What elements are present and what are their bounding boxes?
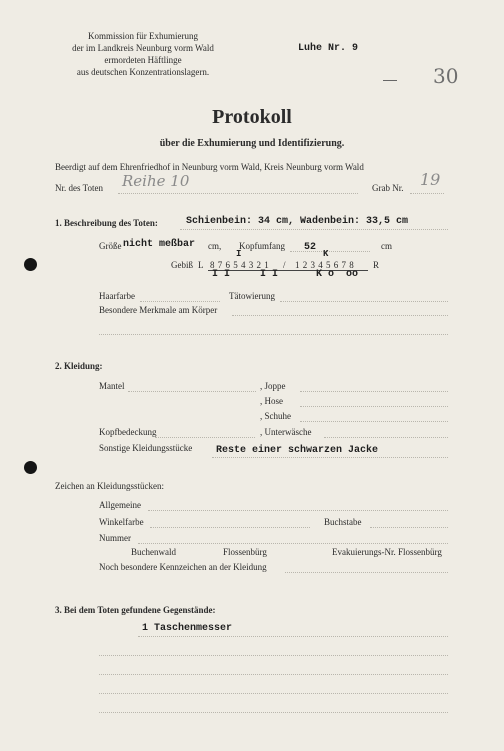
teeth-label: Gebiß <box>171 260 193 270</box>
evacuation-label: Evakuierungs-Nr. Flossenbürg <box>332 547 442 557</box>
general-label: Allgemeine <box>99 500 141 510</box>
found-item: 1 Taschenmesser <box>142 623 233 634</box>
grave-no-label: Grab Nr. <box>372 183 404 193</box>
head-value: 52 <box>304 242 317 253</box>
teeth-left: L <box>198 260 204 270</box>
size-label: Größe <box>99 241 122 251</box>
teeth-marks-right: K o oo <box>316 269 359 280</box>
typed-description: Schienbein: 34 cm, Wadenbein: 33,5 cm <box>186 216 409 227</box>
page-number: 30 <box>433 64 459 88</box>
number-label: Nummer <box>99 533 131 543</box>
teeth-numbers-left: 8 7 6 5 4 3 2 1 <box>210 260 270 270</box>
teeth-numbers-right: 1 2 3 4 5 6 7 8 <box>295 260 355 270</box>
other-clothes-value: Reste einer schwarzen Jacke <box>216 445 379 456</box>
dead-no-label: Nr. des Toten <box>55 183 103 193</box>
commission-line: ermordeten Häftlinge <box>104 55 182 65</box>
angle-color-label: Winkelfarbe <box>99 517 144 527</box>
other-marks-label: Noch besondere Kennzeichen an der Kleidung <box>99 562 267 572</box>
signs-label: Zeichen an Kleidungsstücken: <box>55 481 164 491</box>
teeth-separator: / <box>283 260 286 270</box>
teeth-right: R <box>373 260 380 270</box>
marks-label: Besondere Merkmale am Körper <box>99 305 218 315</box>
underwear-label: , Unterwäsche <box>260 427 312 437</box>
flossenburg-label: Flossenbürg <box>223 547 267 557</box>
punch-hole-bottom <box>24 461 37 474</box>
hair-label: Haarfarbe <box>99 291 135 301</box>
teeth-upper-mark-left: I <box>236 249 242 259</box>
page-title: Protokoll <box>212 106 292 128</box>
reference-number: Luhe Nr. 9 <box>298 43 359 54</box>
section2-heading: 2. Kleidung: <box>55 361 103 371</box>
grave-no-value: 19 <box>420 170 441 189</box>
letter-label: Buchstabe <box>324 517 362 527</box>
jacket-label: , Joppe <box>260 381 286 391</box>
other-clothes-label: Sonstige Kleidungsstücke <box>99 443 193 453</box>
teeth-upper-mark-right: K <box>323 249 329 259</box>
headwear-label: Kopfbedeckung <box>99 427 157 437</box>
cm-label-2: cm <box>381 241 392 251</box>
buchenwald-label: Buchenwald <box>131 547 176 557</box>
commission-line: der im Landkreis Neunburg vorm Wald <box>72 43 214 53</box>
teeth-marks-left: I I I I <box>212 269 279 280</box>
cm-label-1: cm, <box>208 241 222 251</box>
dead-no-value: Reihe 10 <box>122 172 190 190</box>
tattoo-label: Tätowierung <box>229 291 275 301</box>
page-subtitle: über die Exhumierung und Identifizierung. <box>159 138 345 149</box>
size-value: nicht meßbar <box>123 239 196 250</box>
trousers-label: , Hose <box>260 396 283 406</box>
commission-block <box>48 30 238 78</box>
head-label: Kopfumfang <box>239 241 285 251</box>
punch-hole-top <box>24 258 37 271</box>
commission-line: Kommission für Exhumierung <box>88 31 198 41</box>
section1-heading: 1. Beschreibung des Toten: <box>55 218 158 228</box>
burial-line: Beerdigt auf dem Ehrenfriedhof in Neunburg vorm Wald, Kreis Neunburg vorm Wald <box>55 162 364 172</box>
coat-label: Mantel <box>99 381 125 391</box>
shoes-label: , Schuhe <box>260 411 291 421</box>
section3-heading: 3. Bei dem Toten gefundene Gegenstände: <box>55 605 216 615</box>
pencil-mark <box>383 80 397 81</box>
commission-line: aus deutschen Konzentrationslagern. <box>76 67 210 77</box>
